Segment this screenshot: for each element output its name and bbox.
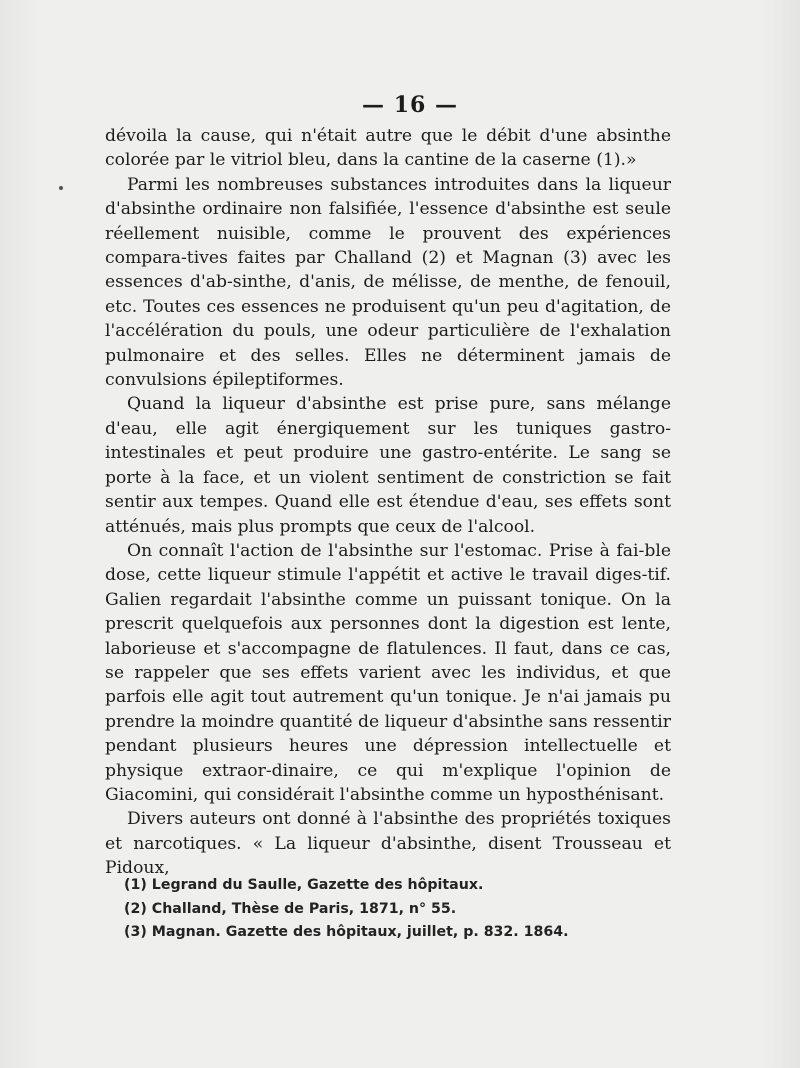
ink-speck (59, 186, 63, 190)
page-number: — 16 — (362, 92, 458, 118)
main-text (105, 124, 671, 881)
footnote-1: (1) Legrand du Saulle, Gazette des hôpitaux. (124, 877, 484, 893)
paragraph-4: On connaît l'action de l'absinthe sur l'estomac. Prise à fai-ble dose, cette liqueur stimule l'appétit et active le travail diges-tif. Galien regardait l'absinthe comme un puissant tonique. On la prescrit quelquefois aux personnes dont la digestion est lente, laborieuse et s'accompagne de flatulences. Il faut, dans ce cas, se rappeler que ses effets varient avec les individus, et que parfois elle agit tout autrement qu'un tonique. Je n'ai jamais pu prendre la moindre quantité de liqueur d'absinthe sans ressentir pendant plusieurs heures une dépression intellectuelle et physique extraor-dinaire, ce qui m'explique l'opinion de Giacomini, qui considérait l'absinthe comme un hyposthénisant. (105, 540, 671, 805)
paragraph-1: dévoila la cause, qui n'était autre que le débit d'une absinthe colorée par le vitriol bleu, dans la cantine de la caserne (1).» (105, 126, 671, 171)
footnote-2: (2) Challand, Thèse de Paris, 1871, n° 55. (124, 900, 457, 917)
paragraph-5: Divers auteurs ont donné à l'absinthe des propriétés toxiques et narcotiques. « La liqueur d'absinthe, disent Trousseau et Pidoux, (105, 809, 671, 879)
footnote-3: (3) Magnan. Gazette des hôpitaux, juillet, p. 832. 1864. (124, 924, 569, 940)
paragraph-3: Quand la liqueur d'absinthe est prise pure, sans mélange d'eau, elle agit énergiquement sur les tuniques gastro-intestinales et peut produire une gastro-entérite. Le sang se porte à la face, et un violent sentiment de constriction se fait sentir aux tempes. Quand elle est étendue d'eau, ses effets sont atténués, mais plus prompts que ceux de l'alcool. (105, 394, 671, 537)
paragraph-2: Parmi les nombreuses substances introduites dans la liqueur d'absinthe ordinaire non falsifiée, l'essence d'absinthe est seule réellement nuisible, comme le prouvent des expériences compara-tives faites par Challand (2) et Magnan (3) avec les essences d'ab-sinthe, d'anis, de mélisse, de menthe, de fenouil, etc. Toutes ces essences ne produisent qu'un peu d'agitation, de l'accélération du pouls, une odeur particulière de l'exhalation pulmonaire et des selles. Elles ne déterminent jamais de convulsions épileptiformes. (105, 174, 671, 391)
footnotes (124, 874, 684, 945)
